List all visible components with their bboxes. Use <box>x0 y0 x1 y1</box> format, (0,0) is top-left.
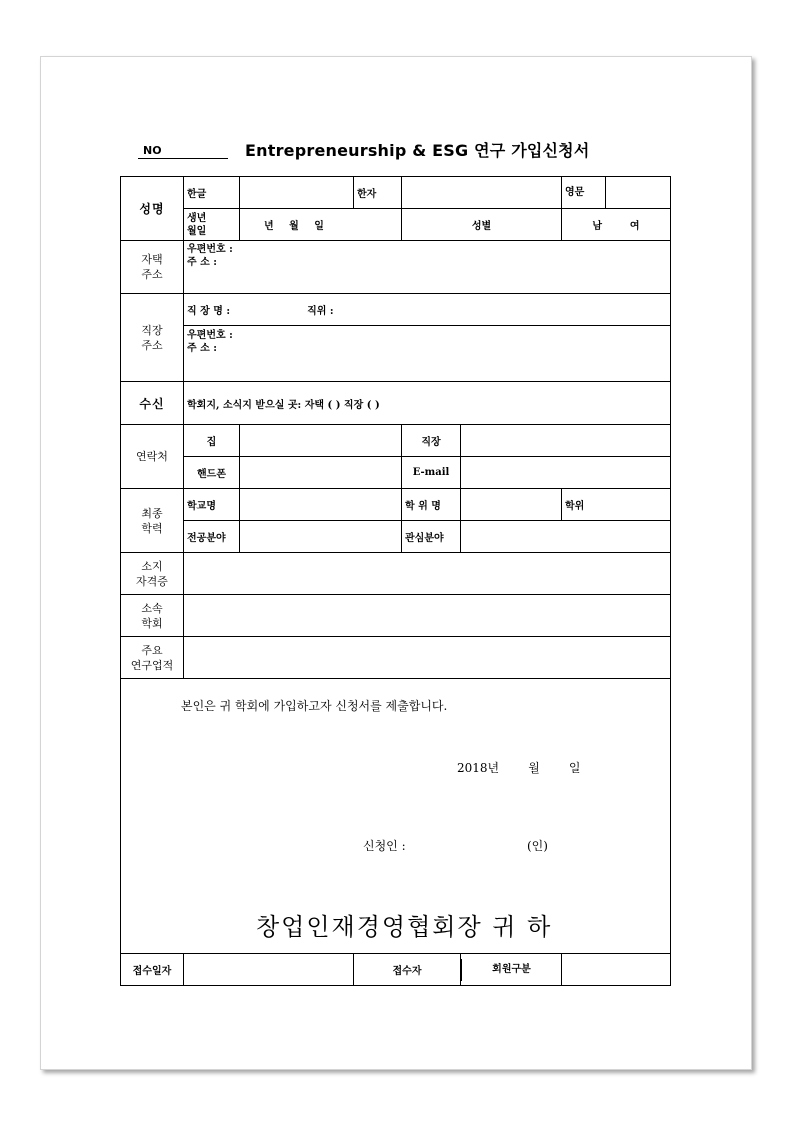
member-type-label: 회원구분 <box>461 959 561 981</box>
email-label: E-mail <box>402 457 461 489</box>
company-name-label: 직 장 명 : <box>187 306 231 317</box>
home-address-line-label: 주 소 : <box>187 257 217 268</box>
gender-label: 성별 <box>402 209 562 241</box>
work-phone-field[interactable] <box>461 425 671 457</box>
contact-row-1 <box>121 425 671 457</box>
degree-name-label: 학 위 명 <box>402 489 461 521</box>
societies-label: 소속 학회 <box>121 595 184 637</box>
home-address-label: 자택 주소 <box>121 241 184 294</box>
birth-field[interactable]: 년 월 일 <box>240 209 402 241</box>
major-field[interactable] <box>240 521 402 553</box>
gender-options[interactable]: 남 여 <box>562 209 671 241</box>
declaration-date[interactable]: 2018년 월 일 <box>457 761 581 775</box>
korean-name-label: 한글 <box>184 177 240 209</box>
mail-preference-field[interactable]: 학회지, 소식지 받으실 곳: 자택 ( ) 직장 ( ) <box>184 382 671 425</box>
work-company-row <box>121 294 671 326</box>
certificates-row <box>121 553 671 595</box>
receipt-date-label: 접수일자 <box>121 954 184 986</box>
receiver-label: 접수자 <box>354 954 461 986</box>
application-form-table <box>120 176 671 986</box>
name-label: 성명 <box>121 177 184 241</box>
mail-label: 수신 <box>121 382 184 425</box>
work-postal-label: 우편번호 : <box>187 330 233 341</box>
home-postal-label: 우편번호 : <box>187 244 233 255</box>
english-name-label: 영문 <box>562 177 606 208</box>
hanja-name-label: 한자 <box>354 177 402 209</box>
email-field[interactable] <box>461 457 671 489</box>
work-address-line-label: 주 소 : <box>187 343 217 354</box>
school-field[interactable] <box>240 489 402 521</box>
education-row-2 <box>121 521 671 553</box>
research-label: 주요 연구업적 <box>121 637 184 679</box>
position-label: 직위 : <box>307 306 334 317</box>
mobile-field[interactable] <box>240 457 402 489</box>
societies-row <box>121 595 671 637</box>
declaration-row <box>121 679 671 954</box>
home-address-field[interactable] <box>184 241 671 294</box>
degree-label: 학위 <box>565 501 585 512</box>
education-label: 최종 학력 <box>121 489 184 553</box>
school-label: 학교명 <box>184 489 240 521</box>
work-company-field[interactable] <box>184 294 671 326</box>
home-phone-field[interactable] <box>240 425 402 457</box>
birth-row <box>121 209 671 241</box>
home-phone-label: 집 <box>184 425 240 457</box>
form-number-line <box>138 158 228 159</box>
english-name-cell <box>562 177 671 209</box>
societies-field[interactable] <box>184 595 671 637</box>
hanja-name-field[interactable] <box>402 177 562 209</box>
home-address-row <box>121 241 671 294</box>
degree-name-field[interactable] <box>461 489 562 521</box>
name-row <box>121 177 671 209</box>
interest-field[interactable] <box>461 521 671 553</box>
contact-row-2 <box>121 457 671 489</box>
certificates-label: 소지 자격증 <box>121 553 184 595</box>
research-row <box>121 637 671 679</box>
birth-label: 생년 월일 <box>184 209 240 241</box>
member-type-field[interactable] <box>562 954 671 986</box>
seal-label[interactable]: (인) <box>527 839 548 853</box>
contact-label: 연락처 <box>121 425 184 489</box>
education-row-1 <box>121 489 671 521</box>
applicant-label: 신청인 : <box>363 839 406 853</box>
receipt-date-field[interactable] <box>184 954 354 986</box>
mail-row <box>121 382 671 425</box>
form-number-label: NO <box>143 144 162 157</box>
work-phone-label: 직장 <box>402 425 461 457</box>
addressee: 창업인재경영협회장 귀 하 <box>256 913 553 941</box>
major-label: 전공분야 <box>184 521 240 553</box>
certificates-field[interactable] <box>184 553 671 595</box>
work-address-label: 직장 주소 <box>121 294 184 382</box>
degree-cell[interactable] <box>562 489 671 521</box>
interest-label: 관심분야 <box>402 521 461 553</box>
work-address-field[interactable] <box>184 326 671 382</box>
mobile-label: 핸드폰 <box>184 457 240 489</box>
research-field[interactable] <box>184 637 671 679</box>
form-title: Entrepreneurship & ESG 연구 가입신청서 <box>245 141 590 160</box>
korean-name-field[interactable] <box>240 177 354 209</box>
declaration-box <box>121 679 671 954</box>
office-use-row <box>121 954 671 986</box>
declaration-statement: 본인은 귀 학회에 가입하고자 신청서를 제출합니다. <box>181 699 448 713</box>
member-type-cell <box>461 954 562 986</box>
work-address-row <box>121 326 671 382</box>
